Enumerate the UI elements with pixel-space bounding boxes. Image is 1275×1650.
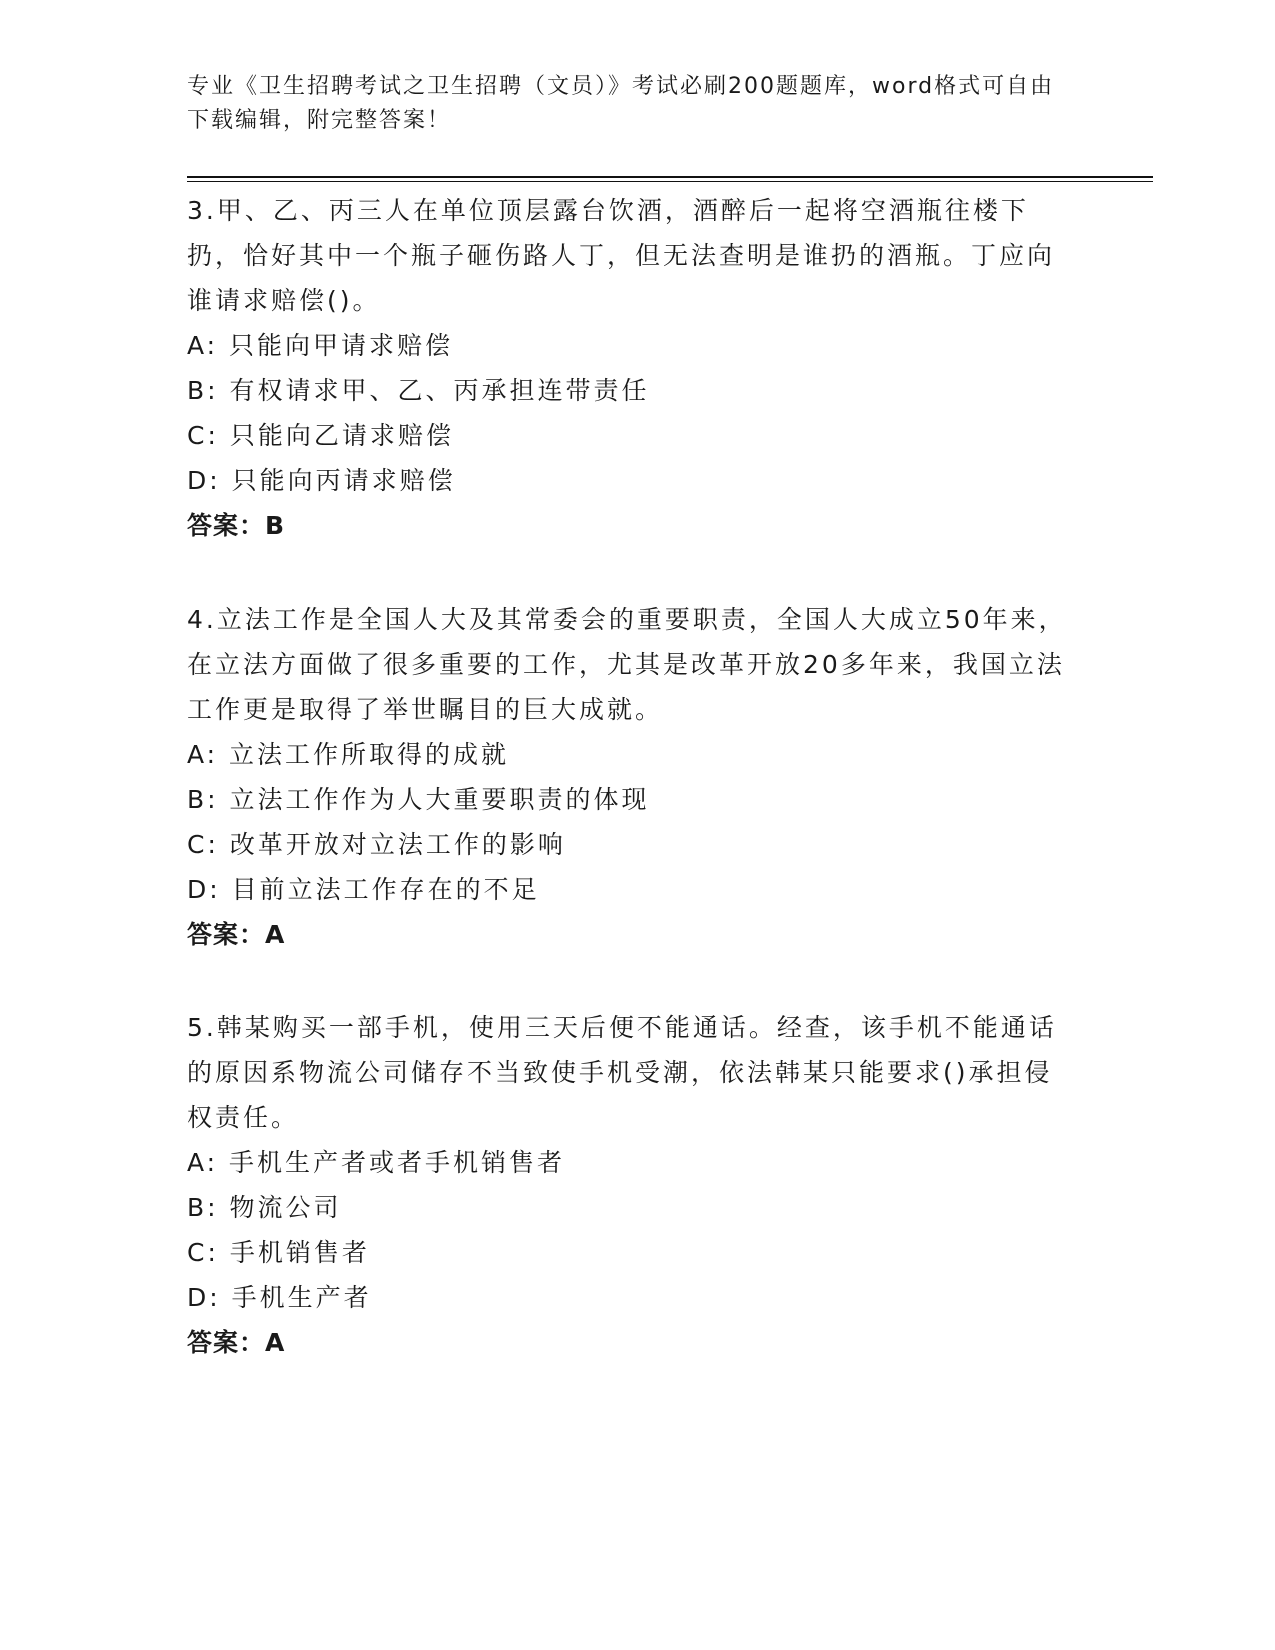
answer: 答案：A: [187, 1328, 286, 1357]
header-divider-thick: [187, 176, 1153, 178]
question-5: [187, 1005, 1067, 1365]
option-c: C: 改革开放对立法工作的影响: [187, 830, 566, 859]
answer: 答案：A: [187, 920, 286, 949]
question-stem: 4.立法工作是全国人大及其常委会的重要职责，全国人大成立50年来，在立法方面做了很多重要的工作，尤其是改革开放20多年来，我国立法工作更是取得了举世瞩目的巨大成就。: [187, 605, 1067, 724]
option-a: A: 立法工作所取得的成就: [187, 740, 510, 769]
option-d: D: 手机生产者: [187, 1283, 372, 1312]
option-a: A: 只能向甲请求赔偿: [187, 331, 454, 360]
option-a: A: 手机生产者或者手机销售者: [187, 1148, 566, 1177]
option-b: B: 有权请求甲、乙、丙承担连带责任: [187, 376, 650, 405]
option-b: B: 物流公司: [187, 1193, 342, 1222]
document-header: 专业《卫生招聘考试之卫生招聘（文员）》考试必刷200题题库，word格式可自由下载编辑，附完整答案！: [187, 74, 1055, 133]
header-divider-thin: [187, 181, 1153, 182]
question-stem: 3.甲、乙、丙三人在单位顶层露台饮酒，酒醉后一起将空酒瓶往楼下扔，恰好其中一个瓶子砸伤路人丁，但无法查明是谁扔的酒瓶。丁应向谁请求赔偿()。: [187, 196, 1056, 315]
question-3: [187, 188, 1067, 548]
option-b: B: 立法工作作为人大重要职责的体现: [187, 785, 650, 814]
answer: 答案：B: [187, 511, 286, 540]
option-c: C: 手机销售者: [187, 1238, 370, 1267]
option-d: D: 目前立法工作存在的不足: [187, 875, 540, 904]
option-d: D: 只能向丙请求赔偿: [187, 466, 456, 495]
question-stem: 5.韩某购买一部手机，使用三天后便不能通话。经查，该手机不能通话的原因系物流公司储存不当致使手机受潮，依法韩某只能要求()承担侵权责任。: [187, 1013, 1057, 1132]
option-c: C: 只能向乙请求赔偿: [187, 421, 454, 450]
question-4: [187, 597, 1067, 957]
